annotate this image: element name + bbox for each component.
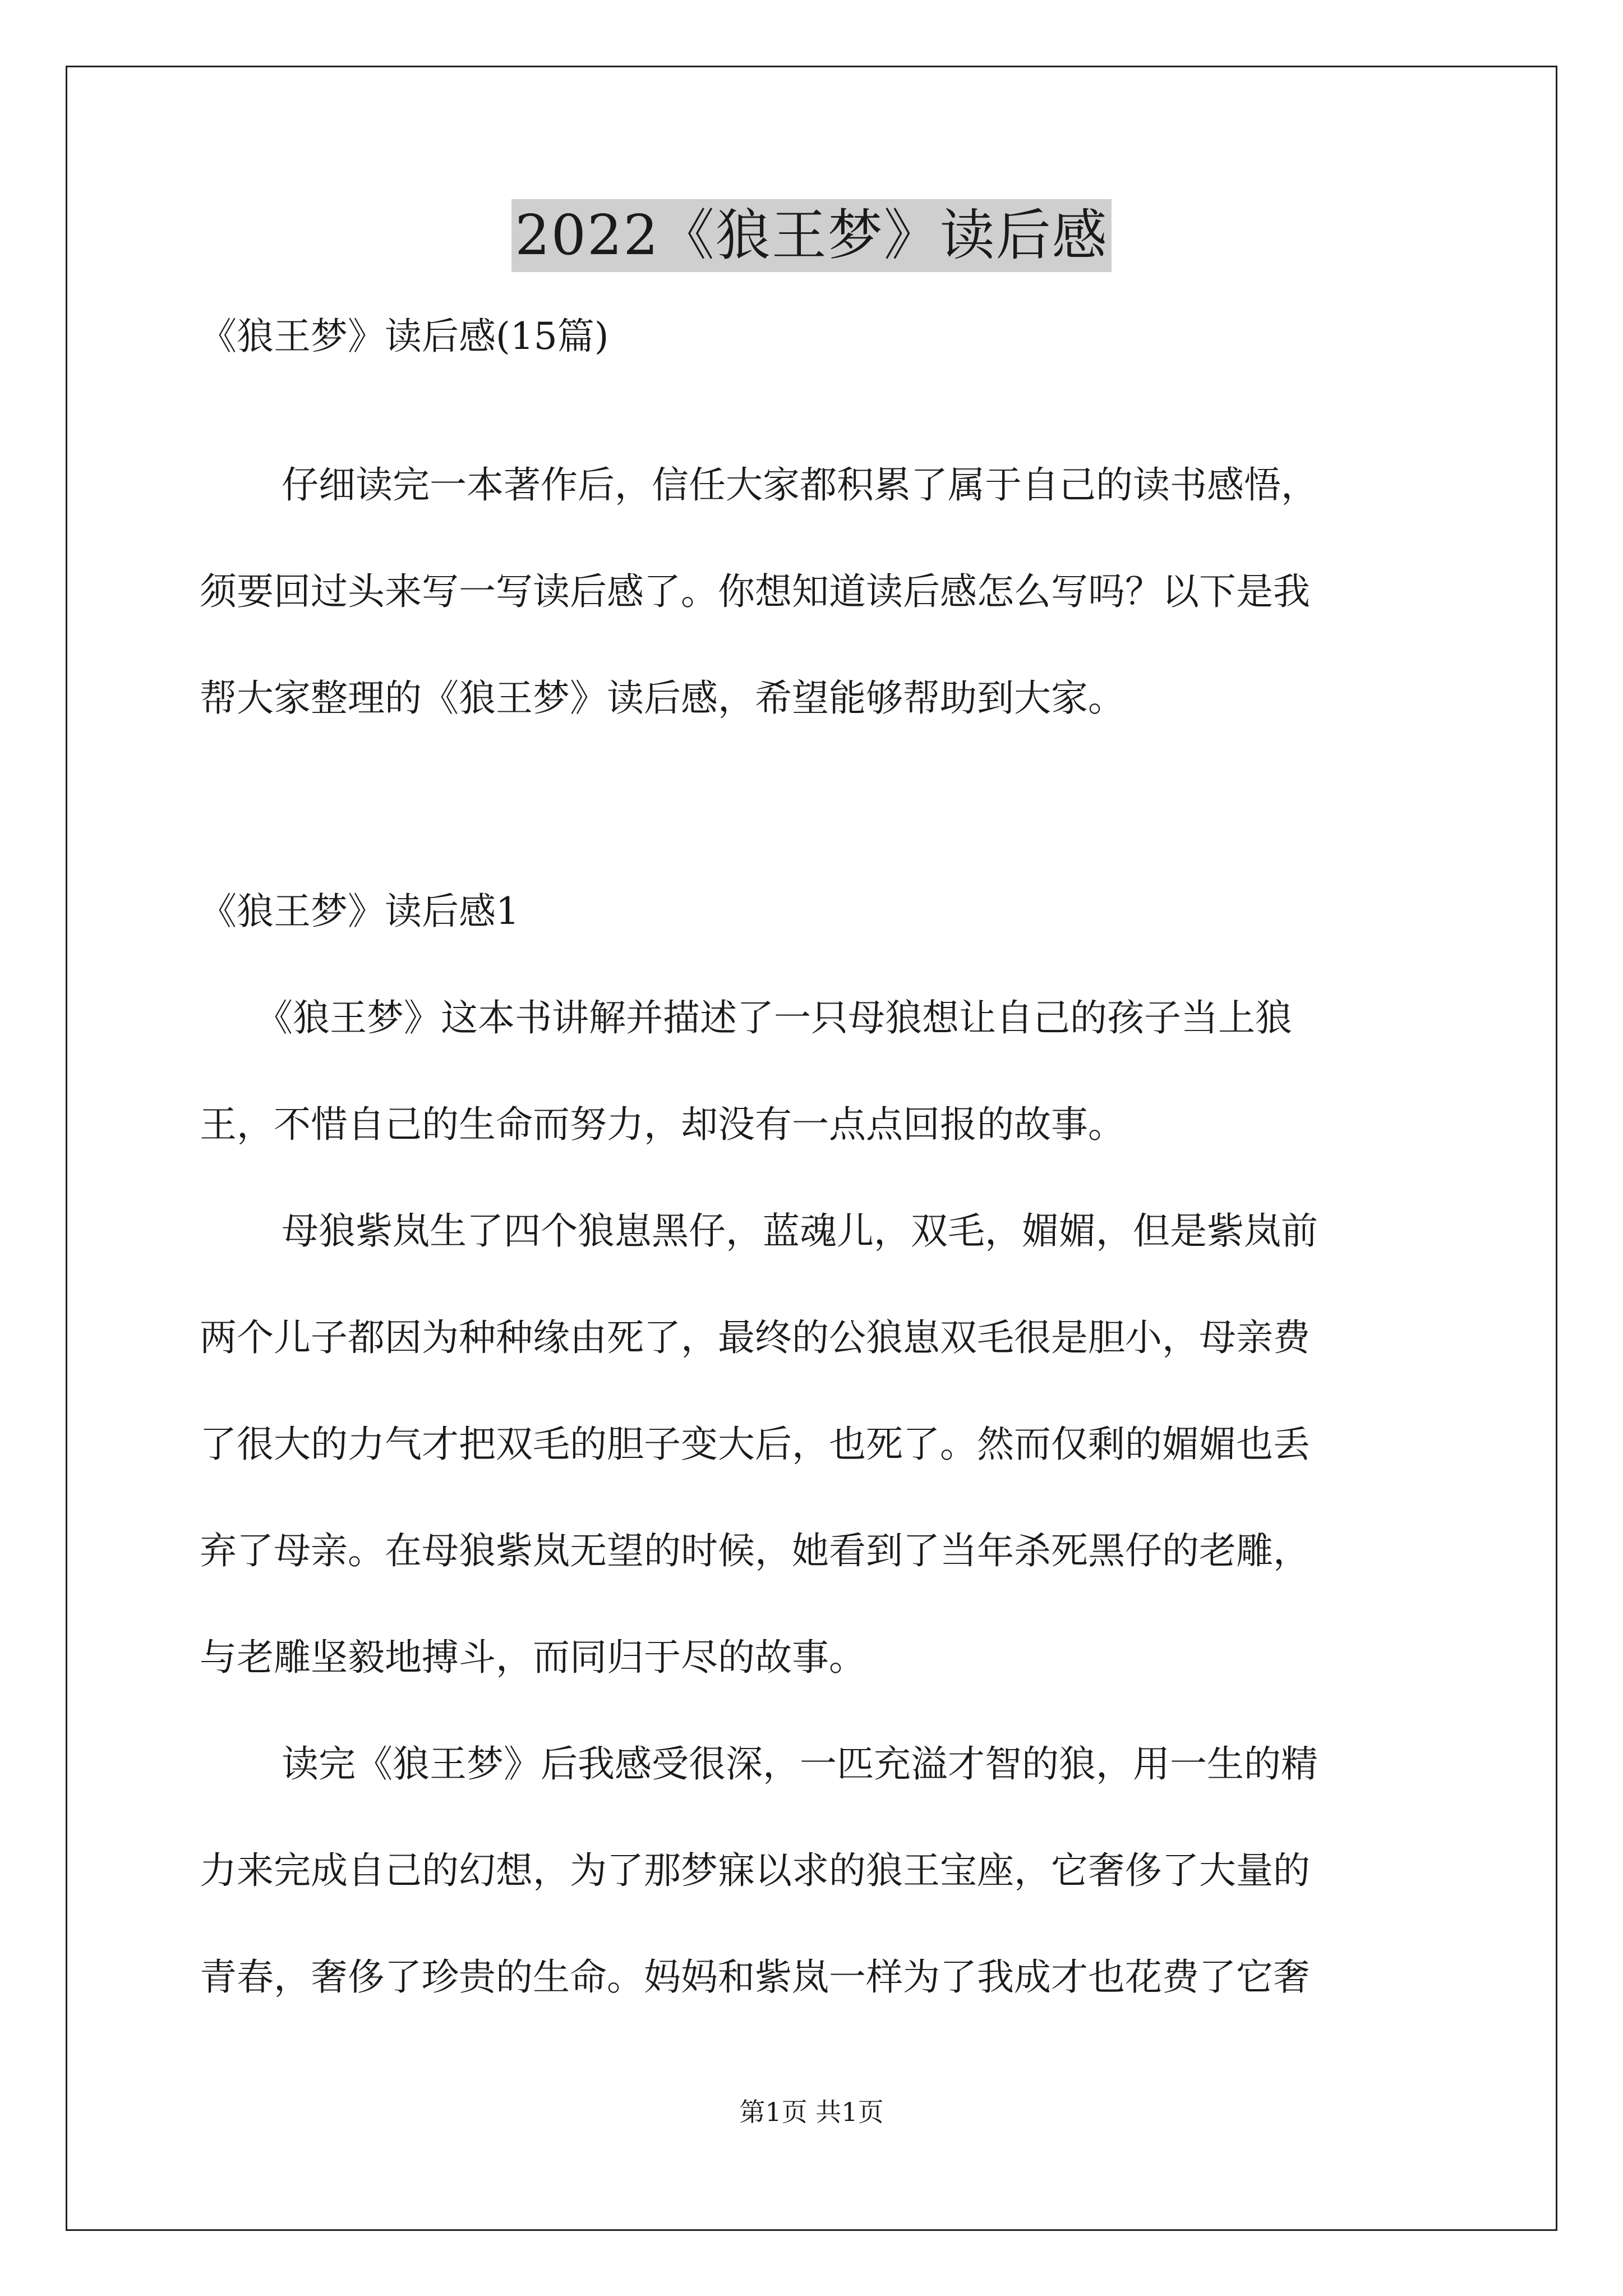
body-line-9: 力来完成自己的幻想，为了那梦寐以求的狼王宝座，它奢侈了大量的: [200, 1849, 1310, 1892]
body-line-3: 母狼紫岚生了四个狼崽黑仔，蓝魂儿，双毛，媚媚，但是紫岚前: [282, 1209, 1318, 1253]
body-line-5: 了很大的力气才把双毛的胆子变大后，也死了。然而仅剩的媚媚也丢: [200, 1423, 1310, 1466]
body-line-7: 与老雕坚毅地搏斗，而同归于尽的故事。: [200, 1636, 866, 1679]
body-line-2: 王，不惜自己的生命而努力，却没有一点点回报的故事。: [200, 1103, 1125, 1146]
body-line-1: 《狼王梦》这本书讲解并描述了一只母狼想让自己的孩子当上狼: [256, 996, 1292, 1039]
document-title: 2022《狼王梦》读后感: [511, 199, 1111, 272]
intro-line-3: 帮大家整理的《狼王梦》读后感，希望能够帮助到大家。: [200, 677, 1125, 720]
body-line-4: 两个儿子都因为种种缘由死了，最终的公狼崽双毛很是胆小，母亲费: [200, 1316, 1310, 1359]
body-line-8: 读完《狼王梦》后我感受很深，一匹充溢才智的狼，用一生的精: [282, 1742, 1318, 1786]
document-subtitle: 《狼王梦》读后感(15篇): [200, 315, 609, 358]
title-container: [0, 199, 1623, 272]
intro-line-2: 须要回过头来写一写读后感了。你想知道读后感怎么写吗？以下是我: [200, 570, 1310, 613]
intro-line-1: 仔细读完一本著作后，信任大家都积累了属于自己的读书感悟，: [282, 463, 1318, 507]
page-border: [66, 66, 1557, 2231]
body-line-6: 弃了母亲。在母狼紫岚无望的时候，她看到了当年杀死黑仔的老雕，: [200, 1529, 1310, 1572]
page-footer: 第1页 共1页: [739, 2097, 884, 2127]
body-line-10: 青春，奢侈了珍贵的生命。妈妈和紫岚一样为了我成才也花费了它奢: [200, 1955, 1310, 1999]
section-heading: 《狼王梦》读后感1: [200, 890, 519, 933]
